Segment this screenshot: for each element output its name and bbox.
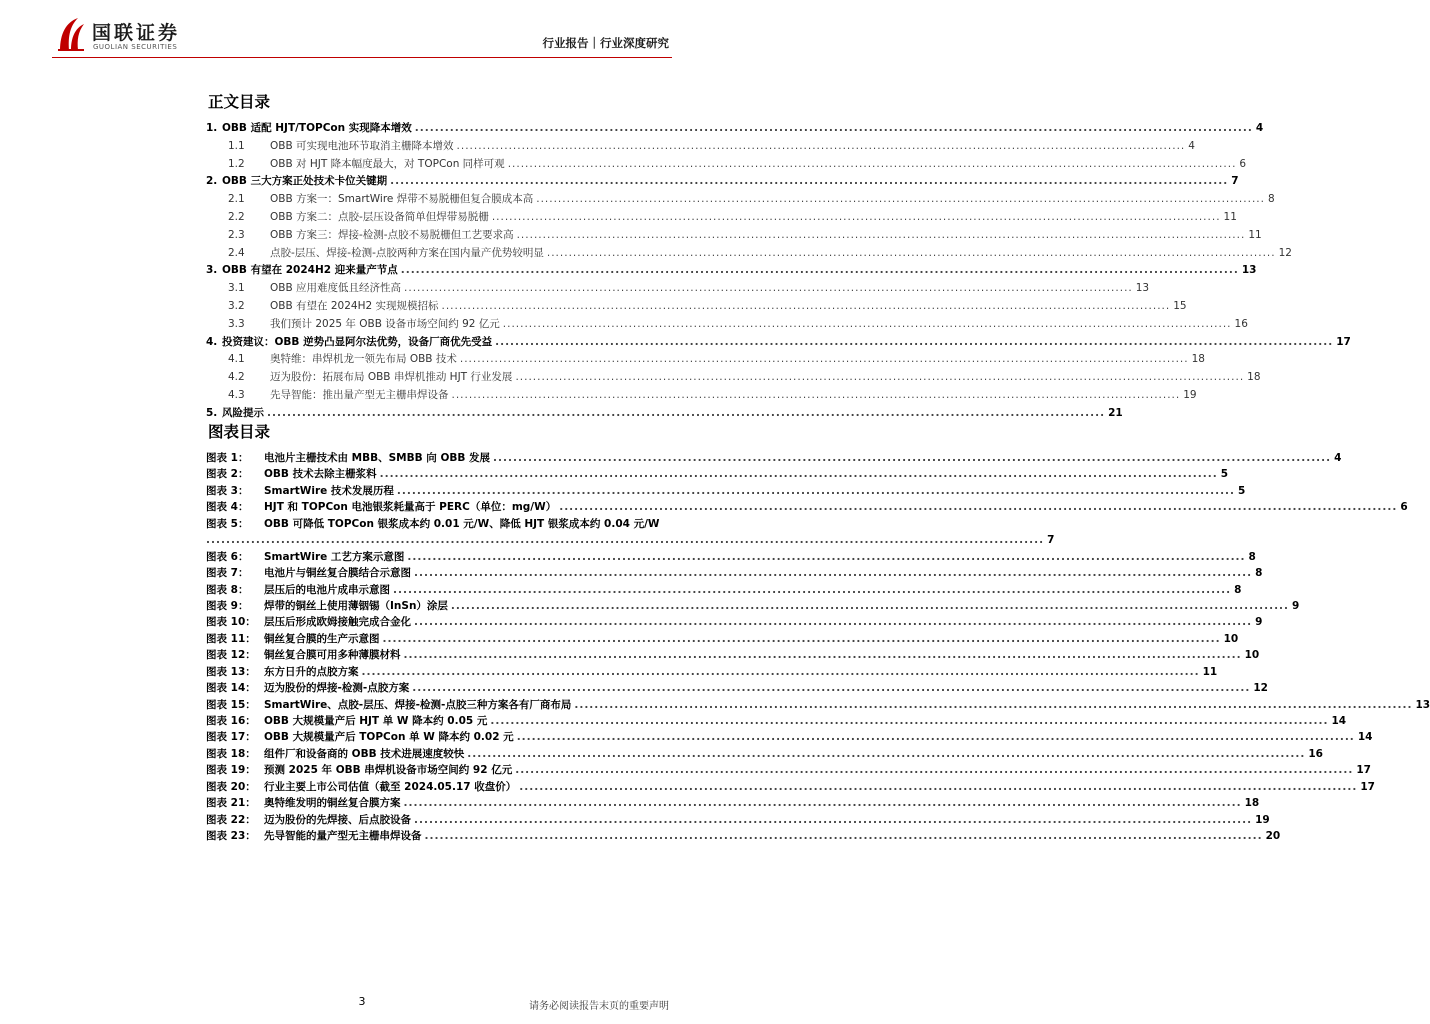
figure-entry-page: 7 (1047, 534, 1055, 547)
figure-dot-leader (206, 532, 1044, 548)
figure-dot-leader (414, 614, 1252, 630)
toc-entry-number: 1. (206, 122, 218, 134)
toc-dot-leader (267, 405, 1105, 423)
toc-dot-leader (515, 369, 1244, 387)
figure-dot-leader (412, 680, 1250, 696)
toc-entry-number: 2.3 (228, 228, 245, 241)
figure-entry[interactable] (206, 450, 1342, 466)
toc-entry[interactable] (206, 227, 1262, 245)
toc-entry-page: 4 (1188, 139, 1195, 152)
figure-dot-leader (380, 466, 1218, 482)
figure-entry-number: 图表 22： (206, 813, 256, 826)
toc-entry-number: 5. (206, 406, 218, 419)
figure-entry-number: 图表 19： (206, 764, 256, 777)
toc-entry-title: OBB 方案一：SmartWire 焊带不易脱栅但复合膜成本高 (270, 193, 534, 206)
figure-dot-leader (404, 795, 1242, 811)
figure-entry-title: 铜丝复合膜的生产示意图 (264, 632, 380, 645)
figure-dot-leader (517, 729, 1355, 745)
toc-entry-page: 19 (1183, 388, 1197, 401)
toc-entry-page: 16 (1234, 317, 1248, 330)
toc-entry-page: 12 (1278, 246, 1292, 259)
figure-entry-number: 图表 23： (206, 830, 256, 843)
figure-entry[interactable] (206, 713, 1347, 729)
toc-entry[interactable] (206, 316, 1248, 334)
figure-entry-title: 奥特维发明的铜丝复合膜方案 (264, 797, 401, 810)
figure-entry-number: 图表 11： (206, 632, 256, 645)
figure-entry[interactable] (206, 746, 1323, 762)
toc-entry-page: 6 (1239, 157, 1247, 170)
figure-dot-leader (397, 483, 1235, 499)
figure-entry-line (206, 532, 1055, 548)
figure-entry-page: 11 (1202, 665, 1218, 678)
figure-entry-page: 18 (1244, 797, 1260, 810)
toc-dot-leader (508, 156, 1237, 174)
figure-entry-page: 14 (1331, 715, 1347, 727)
figure-entry-page: 8 (1234, 583, 1242, 596)
figure-entry[interactable] (206, 762, 1371, 778)
toc-entry-number: 3.3 (228, 317, 245, 330)
toc-entry-title: 风险提示 (222, 406, 264, 419)
toc-dot-leader (517, 227, 1246, 245)
toc-entry-title: OBB 对 HJT 降本幅度最大，对 TOPCon 同样可观 (270, 157, 505, 170)
figure-entry-page: 17 (1360, 780, 1375, 793)
toc-entry[interactable] (206, 156, 1247, 174)
toc-entry-page: 4 (1255, 122, 1264, 134)
toc-entry-page: 8 (1267, 193, 1275, 206)
figure-entry[interactable] (206, 598, 1300, 614)
report-type: 行业报告｜行业深度研究 (542, 36, 669, 50)
toc-entry-number: 4. (206, 335, 218, 348)
toc-entry-page: 7 (1231, 175, 1239, 188)
figure-entry-page: 20 (1265, 830, 1281, 843)
toc-entry[interactable] (206, 351, 1205, 369)
header-divider (52, 57, 672, 58)
figure-entry-page: 5 (1238, 484, 1246, 497)
figure-entry-page: 9 (1292, 599, 1300, 612)
figure-entry-page: 13 (1415, 698, 1430, 711)
figure-entry-page: 4 (1334, 452, 1342, 464)
figure-entry-title: OBB 技术去除主栅浆料 (264, 468, 377, 481)
figure-entry-page: 9 (1255, 616, 1263, 629)
figure-entry-title: 预测 2025 年 OBB 串焊机设备市场空间约 92 亿元 (264, 764, 513, 777)
figure-entry-title: OBB 大规模量产后 HJT 单 W 降本约 0.05 元 (264, 715, 488, 727)
figure-entry-number: 图表 18： (206, 747, 256, 760)
figure-dot-leader (490, 713, 1328, 729)
toc-entry-title: 我们预计 2025 年 OBB 设备市场空间约 92 亿元 (270, 317, 500, 330)
figure-entry-title: 层压后形成欧姆接触完成合金化 (264, 616, 411, 629)
toc-entry-number: 2. (206, 175, 218, 188)
figure-entry[interactable] (206, 466, 1229, 482)
brand-logo (56, 16, 196, 56)
toc-entry[interactable] (206, 334, 1351, 352)
toc-entry-number: 3.1 (228, 282, 245, 295)
toc-entry-title: 投资建议：OBB 逆势凸显阿尔法优势，设备厂商优先受益 (222, 335, 493, 348)
figure-entry[interactable] (206, 582, 1242, 598)
figure-entry-title: 东方日升的点胶方案 (264, 665, 359, 678)
figure-entry-number: 图表 2： (206, 468, 249, 481)
figure-entry-number: 图表 15： (206, 698, 256, 711)
page-number: 3 (358, 995, 366, 1008)
toc-dot-leader (401, 262, 1239, 280)
toc-entry-page: 15 (1173, 299, 1187, 312)
figure-dot-leader (559, 499, 1397, 515)
figure-entry-page: 8 (1255, 567, 1263, 580)
figure-entry[interactable] (206, 828, 1281, 844)
toc-entry-page: 21 (1108, 406, 1123, 419)
figure-dot-leader (467, 746, 1305, 762)
figure-entry-title: 层压后的电池片成串示意图 (264, 583, 390, 596)
page-header (0, 0, 724, 62)
footer-disclaimer: 请务必阅读报告末页的重要声明 (529, 1001, 669, 1012)
figure-entry-page: 8 (1248, 550, 1256, 563)
figure-entry[interactable] (206, 614, 1263, 630)
figure-entry[interactable] (206, 647, 1260, 663)
figure-entry-number: 图表 1： (206, 452, 249, 464)
figure-entry-page: 6 (1400, 501, 1408, 514)
toc-dot-leader (404, 280, 1133, 298)
toc-dot-leader (390, 173, 1228, 191)
figure-entry-title: 组件厂和设备商的 OBB 技术进展速度较快 (264, 747, 465, 760)
figure-entry[interactable] (206, 680, 1268, 696)
figure-entry-page: 17 (1356, 764, 1371, 777)
figure-dot-leader (451, 598, 1289, 614)
figure-entry-number: 图表 17： (206, 731, 256, 744)
toc-entry-title: 先导智能：推出量产型无主栅串焊设备 (270, 388, 449, 401)
figure-entry-title: SmartWire 技术发展历程 (264, 484, 394, 497)
toc-entry-title: OBB 方案三：焊接-检测-点胶不易脱栅但工艺要求高 (270, 228, 514, 241)
figure-entry-number: 图表 8： (206, 583, 249, 596)
figure-entry-number: 图表 16： (206, 715, 256, 727)
figure-entry-number: 图表 13： (206, 665, 256, 678)
toc-entry-number: 4.1 (228, 353, 245, 366)
toc-dot-leader (460, 351, 1189, 369)
toc-entry-title: OBB 可实现电池环节取消主栅降本增效 (270, 139, 454, 152)
figure-dot-leader (383, 631, 1221, 647)
figure-entry-page: 19 (1255, 813, 1270, 826)
figure-entry-title: OBB 大规模量产后 TOPCon 单 W 降本约 0.02 元 (264, 731, 514, 744)
toc-entry-title: 奥特维：串焊机龙一领先布局 OBB 技术 (270, 353, 457, 366)
toc-entry-number: 3. (206, 264, 218, 277)
toc-entry-number: 3.2 (228, 299, 245, 312)
figure-entry[interactable] (206, 549, 1256, 565)
toc-entry-number: 2.1 (228, 193, 245, 206)
figure-entry-number: 图表 12： (206, 649, 256, 662)
figure-entry-number: 图表 14： (206, 682, 256, 695)
figure-entry-title: 电池片与铜丝复合膜结合示意图 (264, 567, 411, 580)
figure-dot-leader (414, 565, 1252, 581)
figure-dot-leader (493, 450, 1331, 466)
toc-entry-page: 11 (1248, 228, 1262, 241)
toc-entry-page: 18 (1191, 353, 1205, 366)
toc-entry[interactable] (206, 138, 1195, 156)
figure-entry[interactable] (206, 795, 1260, 811)
figure-dot-leader (407, 549, 1245, 565)
figure-entry-title: 迈为股份的先焊接、后点胶设备 (264, 813, 411, 826)
figure-dot-leader (425, 828, 1263, 844)
toc-dot-leader (452, 387, 1181, 405)
toc-entry[interactable] (206, 387, 1197, 405)
toc-dot-leader (441, 298, 1170, 316)
figure-entry-number: 图表 5： (206, 517, 249, 530)
toc-entry-number: 1.2 (228, 157, 245, 170)
toc-entry-title: OBB 应用难度低且经济性高 (270, 282, 402, 295)
toc-entry-title: 点胶-层压、焊接-检测-点胶两种方案在国内量产优势较明显 (270, 246, 544, 259)
figure-dot-leader (519, 779, 1357, 795)
figure-entry-title: 行业主要上市公司估值（截至 2024.05.17 收盘价） (264, 780, 517, 793)
toc-entry-title: OBB 适配 HJT/TOPCon 实现降本增效 (222, 122, 412, 134)
brand-logo-icon (56, 16, 86, 52)
figure-entry-title: SmartWire 工艺方案示意图 (264, 550, 405, 563)
brand-name: 国联证券 (92, 22, 181, 44)
toc-dot-leader (492, 209, 1221, 227)
toc-dot-leader (457, 138, 1186, 156)
figure-entry-title: 先导智能的量产型无主栅串焊设备 (264, 830, 422, 843)
figure-entry-number: 图表 9： (206, 599, 249, 612)
toc-dot-leader (547, 245, 1276, 263)
toc-entry[interactable] (206, 405, 1123, 423)
toc-entry-page: 17 (1336, 335, 1351, 348)
figure-entry[interactable] (206, 664, 1218, 680)
toc-entry[interactable] (206, 191, 1275, 209)
figure-dot-leader (414, 812, 1252, 828)
toc-entry[interactable] (206, 262, 1257, 280)
figure-entry[interactable] (206, 565, 1263, 581)
figure-entry-line (206, 516, 672, 532)
figure-entry[interactable] (206, 729, 1373, 745)
figure-entry-number: 图表 20： (206, 780, 256, 793)
toc-entry-title: OBB 三大方案正处技术卡位关键期 (222, 175, 388, 188)
figure-entry-number: 图表 6： (206, 550, 249, 563)
figure-entry[interactable] (206, 483, 1246, 499)
toc-entry-number: 2.4 (228, 246, 245, 259)
figure-entry-page: 16 (1308, 747, 1323, 760)
toc-list (206, 120, 1351, 423)
figure-entry[interactable] (206, 516, 1055, 549)
figure-entry-title: HJT 和 TOPCon 电池银浆耗量高于 PERC（单位：mg/W） (264, 501, 557, 514)
figure-entry[interactable] (206, 779, 1375, 795)
figure-list (206, 450, 1430, 845)
toc-entry[interactable] (206, 298, 1187, 316)
toc-entry[interactable] (206, 280, 1150, 298)
figure-entry-number: 图表 7： (206, 567, 249, 580)
figure-list-title: 图表目录 (208, 423, 271, 441)
toc-entry[interactable] (206, 369, 1261, 387)
figure-entry-number: 图表 4： (206, 501, 249, 514)
figure-entry[interactable] (206, 631, 1239, 647)
figure-entry-page: 14 (1357, 731, 1373, 744)
toc-entry[interactable] (206, 209, 1237, 227)
toc-entry[interactable] (206, 245, 1292, 263)
toc-entry-title: OBB 有望在 2024H2 实现规模招标 (270, 299, 439, 312)
toc-entry-number: 1.1 (228, 139, 245, 152)
figure-entry[interactable] (206, 499, 1408, 515)
toc-entry-page: 13 (1135, 282, 1150, 295)
figure-entry[interactable] (206, 697, 1430, 713)
figure-entry-title: 焊带的铜丝上使用薄铟锡（InSn）涂层 (264, 599, 448, 612)
figure-dot-leader (404, 647, 1242, 663)
toc-dot-leader (415, 120, 1253, 138)
toc-entry-title: OBB 有望在 2024H2 迎来量产节点 (222, 264, 398, 277)
figure-entry-title: 电池片主栅技术由 MBB、SMBB 向 OBB 发展 (264, 452, 491, 464)
toc-entry-page: 18 (1247, 371, 1261, 384)
figure-dot-leader (393, 582, 1231, 598)
toc-entry-number: 2.2 (228, 210, 245, 223)
toc-dot-leader (495, 334, 1333, 352)
figure-entry-number: 图表 10： (206, 616, 256, 629)
figure-entry-page: 10 (1244, 649, 1260, 662)
toc-entry-number: 4.3 (228, 388, 245, 401)
figure-entry[interactable] (206, 812, 1270, 828)
figure-entry-page: 10 (1223, 632, 1239, 645)
figure-entry-title: OBB 可降低 TOPCon 银浆成本约 0.01 元/W、降低 HJT 银浆成本约 0.04 元/W (264, 517, 660, 530)
figure-entry-title: SmartWire、点胶-层压、焊接-检测-点胶三种方案各有厂商布局 (264, 698, 572, 711)
toc-dot-leader (536, 191, 1265, 209)
figure-entry-title: 迈为股份的焊接-检测-点胶方案 (264, 682, 410, 695)
toc-entry-page: 13 (1241, 264, 1257, 277)
figure-entry-page: 12 (1253, 682, 1268, 695)
toc-entry-page: 11 (1223, 210, 1237, 223)
brand-subtitle: GUOLIAN SECURITIES (93, 43, 178, 51)
toc-entry[interactable] (206, 173, 1239, 191)
figure-entry-number: 图表 21： (206, 797, 256, 810)
toc-entry-title: OBB 方案二：点胶-层压设备简单但焊带易脱栅 (270, 210, 489, 223)
toc-entry[interactable] (206, 120, 1264, 138)
toc-title: 正文目录 (208, 93, 271, 111)
figure-dot-leader (362, 664, 1200, 680)
figure-entry-number: 图表 3： (206, 484, 249, 497)
toc-entry-title: 迈为股份：拓展布局 OBB 串焊机推动 HJT 行业发展 (270, 371, 513, 384)
figure-entry-title: 铜丝复合膜可用多种薄膜材料 (264, 649, 401, 662)
toc-dot-leader (503, 316, 1232, 334)
figure-dot-leader (574, 697, 1412, 713)
figure-dot-leader (515, 762, 1353, 778)
toc-entry-number: 4.2 (228, 371, 245, 384)
figure-entry-page: 5 (1220, 468, 1229, 481)
